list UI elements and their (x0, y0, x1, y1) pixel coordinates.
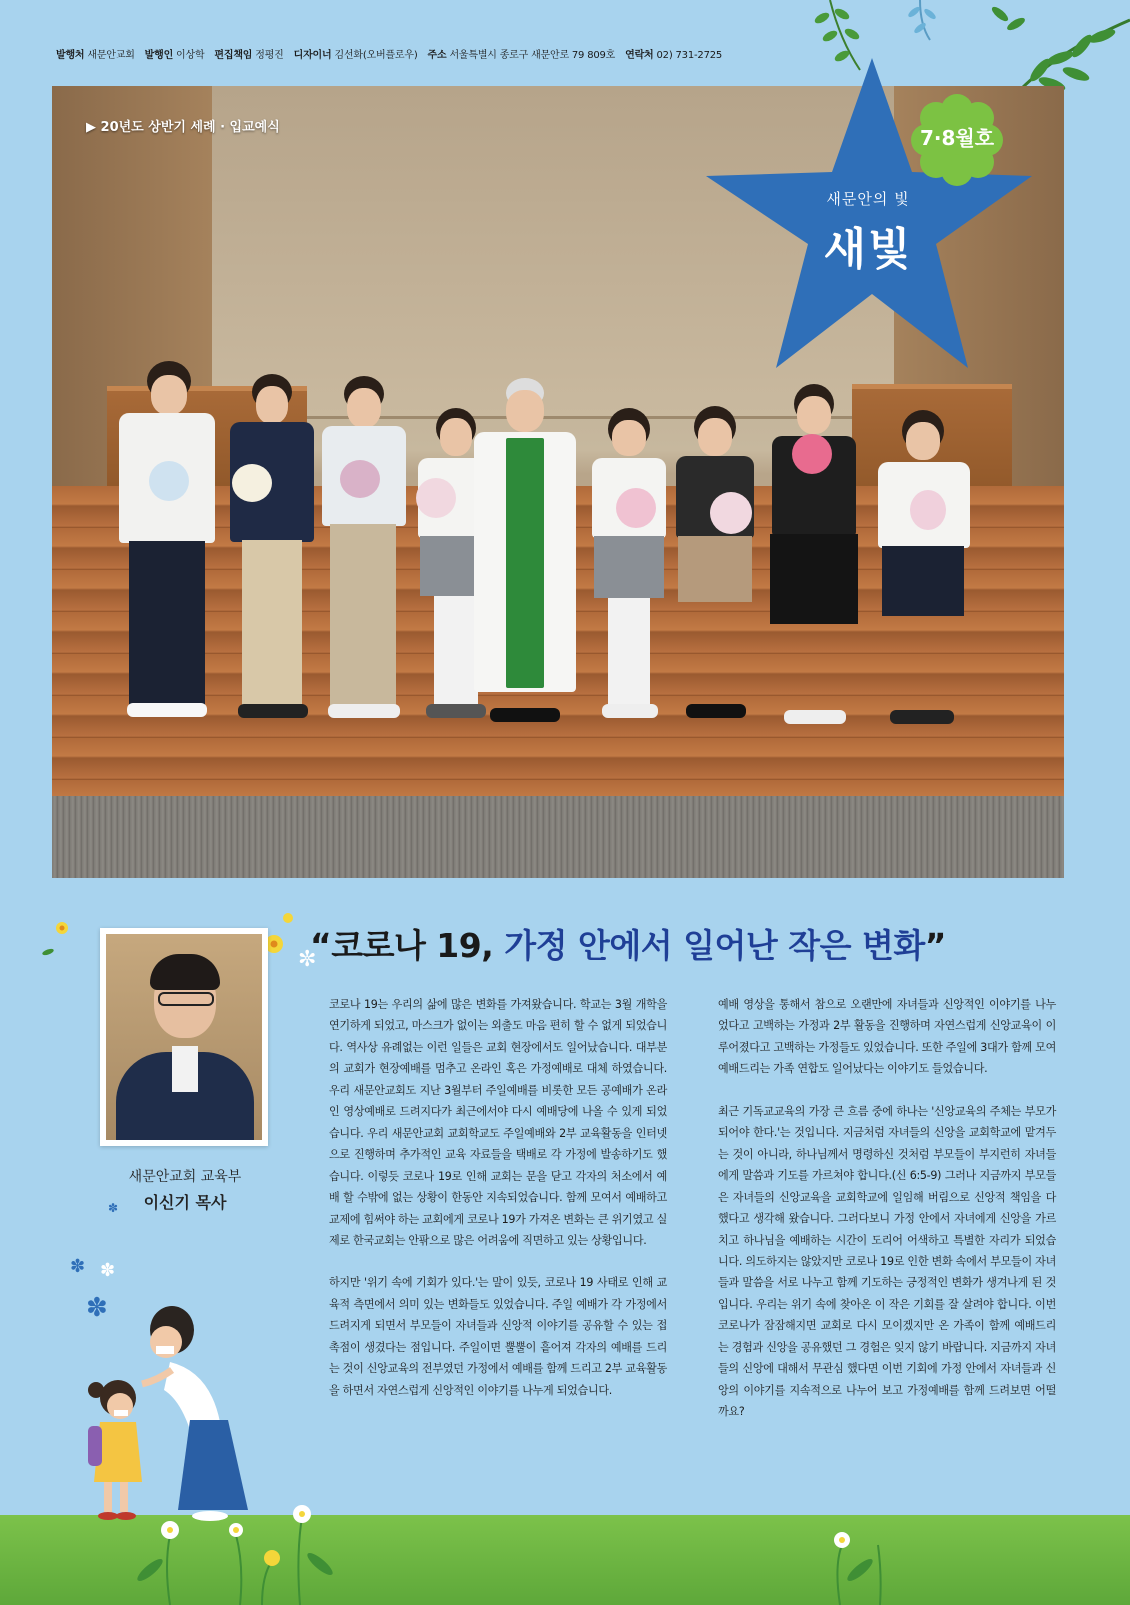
svg-text:✽: ✽ (70, 1256, 86, 1277)
editor-label: 편집책임 (214, 50, 253, 61)
issuer-label: 발행인 (144, 50, 174, 61)
headline-highlight: 가정 안에서 일어난 작은 변화 (504, 926, 925, 965)
publisher-label: 발행처 (56, 50, 85, 61)
author-name: 이신기 목사 (143, 1193, 227, 1212)
brand-title: 새빛 (823, 224, 913, 275)
paragraph: 하지만 '위기 속에 기회가 있다.'는 말이 있듯, 코로나 19 사태로 인해 교육적 측면에서 의미 있는 변화들도 있었습니다. 주일 예배가 각 가정에서 드려지게 되면서 부모들이 자녀들과 신앙적 이야기를 공유할 수 있는 접촉점이 생겼다는 점입니다. 주일이면 뿔뿔이 흩어져 각자의 예배를 드리는 것이 신앙교육의 전부였던 가정에서 예배를 함께 드리고 2부 교육활동을 하면서 자연스럽게 신앙적인 이야기를 나누게 되었습니다. (329, 1276, 667, 1397)
svg-text:✽: ✽ (100, 1260, 116, 1281)
address-value: 서울특별시 종로구 새문안로 79 809호 (449, 50, 616, 61)
person-7 (670, 406, 760, 726)
svg-text:✽: ✽ (108, 1201, 119, 1215)
flower-small-icon (40, 920, 100, 960)
address-label: 주소 (427, 50, 447, 61)
editor-value: 정평진 (255, 50, 284, 61)
author-portrait (100, 928, 268, 1146)
paragraph: 최근 기독교교육의 가장 큰 흐름 중에 하나는 '신앙교육의 주체는 부모가 되어야 한다.'는 것입니다. 지금처럼 자녀들의 신앙을 교회학교에 맡겨두는 것이 아니라, 하나님께서 명령하신 것처럼 부모들이 부지런히 자녀들에게 말씀과 기도를 가르쳐야 합니다.(신 6:5-9) 그러나 지금까지 부모들은 자녀들의 신앙교육을 교회학교에 일임해 버림으로 신앙적 책임을 다했다고 생각해 왔습니다. 그러다보니 가정 안에서 자녀에게 신앙을 가르치고 하나님을 예배하는 시간이 도리어 어색하고 특별한 자리가 되었습니다. 의도하지는 않았지만 코로나 19로 인한 변화 속에서 부모들이 자녀들과 말씀을 서로 나누고 함께 기도하는 긍정적인 변화가 생겨나게 된 것입니다. 우리는 위기 속에 찾아온 이 작은 기회를 잘 살려야 합니다. 이번 코로나가 잠잠해지면 교회로 다시 모이겠지만 온 가족이 함께 예배드리는 경험과 신앙을 공유했던 그 경험은 잊지 않기 바랍니다. 지금까지 자녀들의 신앙에 대해서 무관심 했다면 이번 기회에 가정 안에서 자녀들과 신앙의 이야기를 지속적으로 나누어 보고 가정예배를 함께 드려보면 어떨까요? (718, 1104, 1056, 1419)
author-department: 새문안교회 교육부 (128, 1169, 242, 1185)
designer-label: 디자이너 (293, 50, 332, 61)
photo-caption: ▶ 20년도 상반기 세례 · 입교예식 (86, 120, 280, 135)
masthead (56, 46, 729, 61)
person-2 (224, 374, 319, 734)
person-8 (764, 384, 864, 734)
brand-subtitle: 새문안의 빛 (826, 190, 910, 208)
person-9 (870, 410, 978, 740)
carpet-floor (52, 796, 1064, 878)
author-info (90, 1166, 280, 1213)
pastor (470, 378, 580, 738)
paragraph: 예배 영상을 통해서 참으로 오랜만에 자녀들과 신앙적인 이야기를 나누었다고 고백하는 가정과 2부 활동을 진행하며 자연스럽게 신앙교육이 이루어졌다고 고백하는 가정들도 있었습니다. 또한 주일에 3대가 함께 모여 예배드리는 가족 연합도 일어났다는 이야기도 들었습니다. (718, 998, 1056, 1076)
contact-value: 02) 731-2725 (656, 50, 723, 61)
person-6 (588, 408, 670, 728)
publisher-value: 새문안교회 (87, 50, 135, 61)
article-column-1 (329, 994, 667, 1422)
issue-label: 7·8월호 (919, 126, 995, 150)
flowers-decoration (0, 1500, 1130, 1605)
contact-label: 연락처 (625, 50, 654, 61)
headline-suffix: ” (924, 926, 946, 965)
designer-value: 김선화(오버플로우) (334, 50, 418, 61)
article-column-2 (718, 994, 1056, 1444)
brand-block (793, 188, 943, 277)
issue-badge (908, 94, 1006, 186)
person-1 (107, 361, 227, 731)
svg-text:✼: ✼ (298, 947, 317, 972)
issuer-value: 이상학 (176, 50, 205, 61)
article-headline (310, 920, 946, 967)
headline-prefix: “코로나 19, (310, 926, 505, 965)
svg-text:✽: ✽ (86, 1293, 108, 1320)
paragraph: 코로나 19는 우리의 삶에 많은 변화를 가져왔습니다. 학교는 3월 개학을 연기하게 되었고, 마스크가 없이는 외출도 마음 편히 할 수 없게 되었습니다. 역사상 유례없는 이런 일들은 교회 현장에서도 일어났습니다. 대부분의 교회가 현장예배를 멈추고 온라인 혹은 가정예배로 대체 하였습니다. 우리 새문안교회도 지난 3월부터 주일예배를 비롯한 모든 공예배가 온라인 영상예배로 드려지다가 최근에서야 다시 예배당에 나올 수 있게 되었습니다. 우리 새문안교회 교회학교도 주일예배와 2부 교육활동을 인터넷으로 진행하며 추가적인 교육 자료들을 택배로 각 가정에 발송하기도 했습니다. 이렇듯 코로나 19로 인해 교회는 문을 닫고 각자의 처소에서 예배 할 수밖에 없는 상황이 한동안 지속되었습니다. 함께 모여서 예배하고 교제에 힘써야 하는 교회에게 코로나 19가 가져온 변화는 큰 위기였고 실제로 한국교회는 안팎으로 많은 어려움에 직면하고 있는 상황입니다. (329, 998, 667, 1247)
person-3 (314, 376, 414, 736)
author-photo (106, 934, 262, 1140)
